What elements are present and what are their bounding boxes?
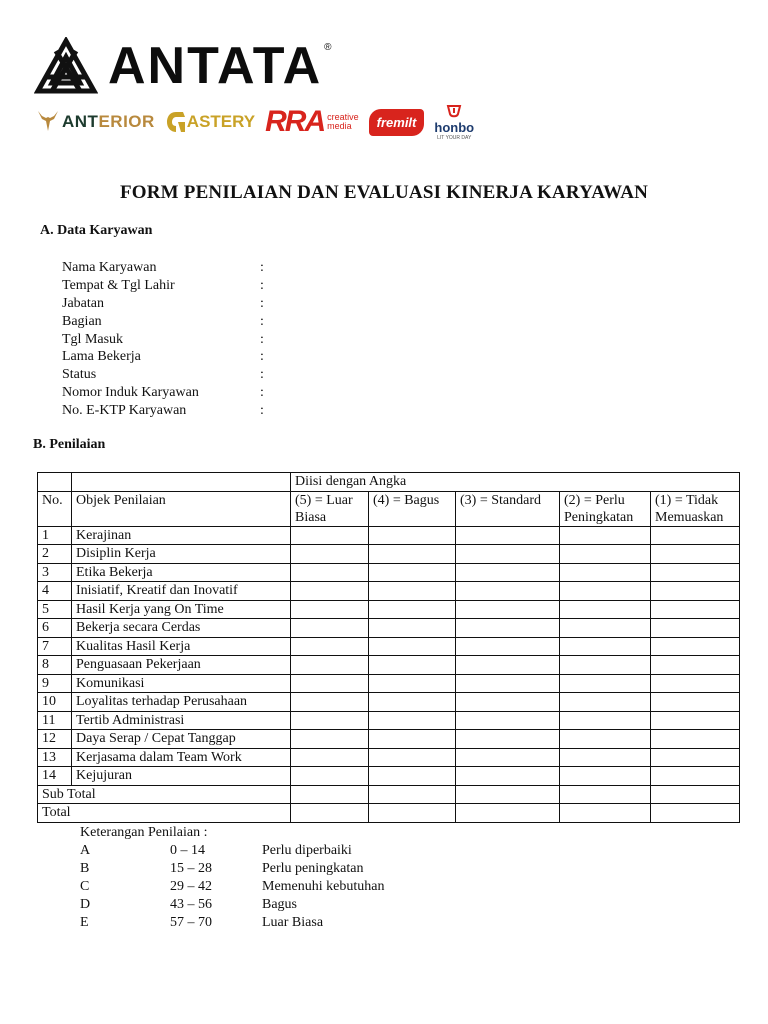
anterior-text-a: ANT: [62, 112, 99, 131]
employee-field-row: [62, 366, 270, 384]
field-colon: :: [260, 403, 264, 419]
score-cell[interactable]: [291, 804, 369, 823]
score-cell[interactable]: [369, 674, 456, 693]
score-cell[interactable]: [369, 804, 456, 823]
table-row: [38, 767, 740, 786]
table-row: [38, 563, 740, 582]
score-cell[interactable]: [291, 563, 369, 582]
score-cell[interactable]: [369, 582, 456, 601]
score-cell[interactable]: [651, 526, 740, 545]
row-object: Penguasaan Pekerjaan: [72, 656, 291, 675]
score-cell[interactable]: [456, 545, 560, 564]
registered-mark: ®: [324, 42, 332, 53]
score-cell[interactable]: [456, 693, 560, 712]
score-cell[interactable]: [456, 748, 560, 767]
row-object: Hasil Kerja yang On Time: [72, 600, 291, 619]
evaluation-table: [37, 472, 740, 823]
section-a-heading: A. Data Karyawan: [40, 223, 153, 238]
score-cell[interactable]: [560, 526, 651, 545]
table-row: [38, 526, 740, 545]
fremilt-logo: [369, 109, 425, 136]
row-number: 11: [38, 711, 72, 730]
score-cell[interactable]: [291, 582, 369, 601]
subtotal-row: [38, 785, 740, 804]
legend-range: 57 – 70: [170, 914, 212, 930]
deer-head-icon: [34, 109, 62, 135]
score-cell[interactable]: [369, 693, 456, 712]
legend-grade: D: [80, 896, 91, 912]
table-row: [38, 545, 740, 564]
score-cell[interactable]: [560, 545, 651, 564]
score-cell[interactable]: [560, 693, 651, 712]
company-header: [34, 36, 594, 141]
legend-desc: Memenuhi kebutuhan: [262, 878, 385, 894]
score-cell[interactable]: [291, 711, 369, 730]
score-cell[interactable]: [651, 582, 740, 601]
header-empty-no: [38, 473, 72, 492]
legend-grade: C: [80, 878, 90, 894]
row-number: 2: [38, 545, 72, 564]
brand-name: ANTATA: [108, 37, 323, 95]
employee-field-row: [62, 384, 270, 402]
score-cell[interactable]: [291, 693, 369, 712]
score-cell[interactable]: [456, 600, 560, 619]
row-object: Disiplin Kerja: [72, 545, 291, 564]
score-cell[interactable]: [291, 619, 369, 638]
employee-field-row: [62, 277, 270, 295]
score-cell[interactable]: [291, 545, 369, 564]
score-cell[interactable]: [369, 600, 456, 619]
score-cell[interactable]: [456, 804, 560, 823]
score-cell[interactable]: [291, 730, 369, 749]
score-cell[interactable]: [369, 748, 456, 767]
field-colon: :: [260, 313, 264, 329]
cup-icon: [445, 104, 463, 120]
col-header-no: No.: [38, 491, 72, 526]
score-cell[interactable]: [651, 748, 740, 767]
score-cell[interactable]: [369, 767, 456, 786]
legend-grade: E: [80, 914, 89, 930]
legend-grade: A: [80, 843, 91, 858]
score-cell[interactable]: [560, 785, 651, 804]
group-header: Diisi dengan Angka: [291, 473, 740, 492]
score-cell[interactable]: [560, 674, 651, 693]
legend-row: [80, 914, 384, 932]
score-cell[interactable]: [651, 656, 740, 675]
rra-sub-2: media: [327, 121, 352, 131]
table-row: [38, 582, 740, 601]
row-number: 5: [38, 600, 72, 619]
score-cell[interactable]: [560, 637, 651, 656]
score-cell[interactable]: [291, 637, 369, 656]
legend-range: 43 – 56: [170, 896, 212, 912]
honbo-tagline: LIT YOUR DAY: [437, 134, 472, 141]
subtotal-label: Sub Total: [38, 785, 291, 804]
score-cell[interactable]: [456, 711, 560, 730]
field-colon: :: [260, 260, 264, 275]
antata-triangle-icon: [34, 37, 98, 95]
honbo-text: honbo: [434, 119, 475, 135]
legend-range: 15 – 28: [170, 860, 212, 876]
row-object: Kejujuran: [72, 767, 291, 786]
score-cell[interactable]: [560, 582, 651, 601]
score-cell[interactable]: [651, 674, 740, 693]
table-row: [38, 619, 740, 638]
field-label: Tempat & Tgl Lahir: [62, 277, 175, 293]
total-label: Total: [38, 804, 291, 823]
row-object: Kerjasama dalam Team Work: [72, 748, 291, 767]
score-cell[interactable]: [456, 582, 560, 601]
score-cell[interactable]: [560, 656, 651, 675]
score-cell[interactable]: [456, 619, 560, 638]
row-number: 8: [38, 656, 72, 675]
score-cell[interactable]: [456, 767, 560, 786]
sub-brand-logos: [34, 102, 594, 142]
row-number: 14: [38, 767, 72, 786]
legend-range: 29 – 42: [170, 878, 212, 894]
total-row: [38, 804, 740, 823]
field-label: Bagian: [62, 313, 102, 329]
score-cell[interactable]: [651, 637, 740, 656]
score-cell[interactable]: [369, 619, 456, 638]
row-object: Tertib Administrasi: [72, 711, 291, 730]
honbo-logo: [434, 104, 474, 141]
score-cell[interactable]: [456, 674, 560, 693]
anterior-logo: [34, 109, 155, 135]
score-cell[interactable]: [291, 767, 369, 786]
table-row: [38, 748, 740, 767]
field-colon: :: [260, 367, 264, 383]
score-cell[interactable]: [651, 563, 740, 582]
employee-field-row: [62, 295, 270, 313]
score-cell[interactable]: [369, 526, 456, 545]
col-header-score-5: (5) = Luar Biasa: [291, 491, 369, 526]
row-number: 13: [38, 748, 72, 767]
legend-desc: Bagus: [262, 896, 297, 912]
evaluation-rows: [38, 526, 740, 785]
row-number: 1: [38, 526, 72, 545]
table-row: [38, 711, 740, 730]
col-header-score-4: (4) = Bagus: [369, 491, 456, 526]
score-cell[interactable]: [651, 693, 740, 712]
score-cell[interactable]: [369, 730, 456, 749]
astery-text: ASTERY: [186, 112, 256, 131]
rra-sub-1: creative: [327, 112, 359, 122]
row-object: Komunikasi: [72, 674, 291, 693]
score-cell[interactable]: [651, 619, 740, 638]
score-cell[interactable]: [651, 785, 740, 804]
score-cell[interactable]: [291, 656, 369, 675]
field-label: Nama Karyawan: [62, 260, 157, 275]
score-cell[interactable]: [291, 748, 369, 767]
anterior-text-b: ERIOR: [98, 112, 155, 131]
row-number: 4: [38, 582, 72, 601]
astery-logo: [165, 110, 255, 134]
score-cell[interactable]: [456, 526, 560, 545]
field-colon: :: [260, 295, 264, 311]
score-cell[interactable]: [369, 637, 456, 656]
field-label: Nomor Induk Karyawan: [62, 385, 199, 401]
score-cell[interactable]: [651, 730, 740, 749]
score-cell[interactable]: [560, 563, 651, 582]
score-cell[interactable]: [560, 730, 651, 749]
row-number: 6: [38, 619, 72, 638]
col-header-score-1: (1) = Tidak Memuaskan: [651, 491, 740, 526]
table-row: [38, 693, 740, 712]
legend-desc: Perlu diperbaiki: [262, 843, 352, 858]
employee-field-row: [62, 331, 270, 349]
table-row: [38, 600, 740, 619]
score-cell[interactable]: [291, 674, 369, 693]
row-object: Kerajinan: [72, 526, 291, 545]
score-cell[interactable]: [560, 711, 651, 730]
score-cell[interactable]: [560, 748, 651, 767]
row-object: Bekerja secara Cerdas: [72, 619, 291, 638]
field-label: No. E-KTP Karyawan: [62, 403, 187, 419]
table-row: [38, 674, 740, 693]
row-number: 7: [38, 637, 72, 656]
score-cell[interactable]: [560, 804, 651, 823]
astery-mark-icon: [165, 110, 187, 134]
legend-row: [80, 860, 384, 878]
field-label: Jabatan: [62, 295, 104, 311]
score-cell[interactable]: [369, 656, 456, 675]
score-cell[interactable]: [560, 619, 651, 638]
score-cell[interactable]: [369, 711, 456, 730]
col-header-object: Objek Penilaian: [72, 491, 291, 526]
field-colon: :: [260, 349, 264, 365]
legend-desc: Perlu peningkatan: [262, 860, 364, 876]
field-label: Tgl Masuk: [62, 331, 124, 347]
row-object: Loyalitas terhadap Perusahaan: [72, 693, 291, 712]
col-header-score-3: (3) = Standard: [456, 491, 560, 526]
header-empty-object: [72, 473, 291, 492]
legend-grade: B: [80, 860, 90, 876]
brand-row: [34, 36, 594, 96]
field-label: Lama Bekerja: [62, 349, 141, 365]
row-number: 3: [38, 563, 72, 582]
legend-title: Keterangan Penilaian :: [80, 825, 208, 840]
score-legend: [80, 824, 384, 931]
score-cell[interactable]: [651, 767, 740, 786]
score-cell[interactable]: [651, 711, 740, 730]
score-cell[interactable]: [560, 767, 651, 786]
score-cell[interactable]: [560, 600, 651, 619]
employee-field-row: [62, 402, 270, 420]
legend-range: 0 – 14: [170, 843, 205, 858]
legend-rows: [80, 842, 384, 931]
table-row: [38, 637, 740, 656]
row-number: 10: [38, 693, 72, 712]
section-b-heading: B. Penilaian: [33, 437, 106, 452]
legend-row: [80, 842, 384, 860]
legend-row: [80, 896, 384, 914]
score-cell[interactable]: [456, 637, 560, 656]
score-cell[interactable]: [291, 785, 369, 804]
field-label: Status: [62, 367, 97, 383]
row-object: Daya Serap / Cepat Tanggap: [72, 730, 291, 749]
rra-logo: [265, 105, 359, 139]
row-object: Inisiatif, Kreatif dan Inovatif: [72, 582, 291, 601]
score-cell[interactable]: [369, 785, 456, 804]
employee-data-list: [62, 259, 270, 420]
score-cell[interactable]: [291, 526, 369, 545]
field-colon: :: [260, 331, 264, 347]
legend-row: [80, 878, 384, 896]
field-colon: :: [260, 385, 264, 401]
col-header-score-2: (2) = Perlu Peningkatan: [560, 491, 651, 526]
legend-desc: Luar Biasa: [262, 914, 324, 930]
row-object: Kualitas Hasil Kerja: [72, 637, 291, 656]
form-title: FORM PENILAIAN DAN EVALUASI KINERJA KARYAWAN: [119, 182, 649, 203]
row-object: Etika Bekerja: [72, 563, 291, 582]
row-number: 12: [38, 730, 72, 749]
score-cell[interactable]: [456, 730, 560, 749]
score-cell[interactable]: [651, 804, 740, 823]
employee-field-row: [62, 259, 270, 277]
employee-field-row: [62, 348, 270, 366]
score-cell[interactable]: [456, 656, 560, 675]
score-cell[interactable]: [369, 545, 456, 564]
score-cell[interactable]: [651, 545, 740, 564]
field-colon: :: [260, 277, 264, 293]
score-cell[interactable]: [369, 563, 456, 582]
score-cell[interactable]: [291, 600, 369, 619]
row-number: 9: [38, 674, 72, 693]
table-row: [38, 730, 740, 749]
score-cell[interactable]: [456, 785, 560, 804]
employee-field-row: [62, 313, 270, 331]
score-cell[interactable]: [651, 600, 740, 619]
table-row: [38, 656, 740, 675]
rra-text: RRA: [265, 105, 325, 138]
score-cell[interactable]: [456, 563, 560, 582]
fremilt-text: fremilt: [369, 109, 425, 136]
